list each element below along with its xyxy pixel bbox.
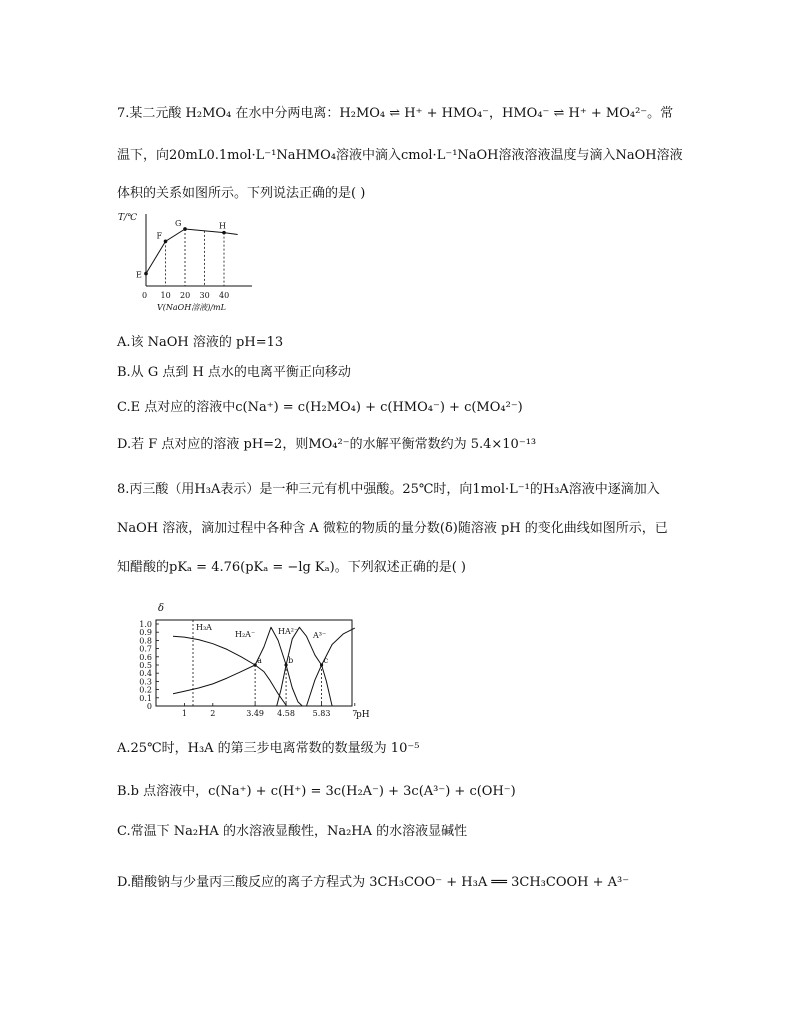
chart2-point-label-a: a bbox=[257, 656, 262, 665]
chart2-ylabel: δ bbox=[158, 603, 165, 614]
chart2-xtick-7: 7 bbox=[352, 709, 358, 718]
chart2-xtick-4.58: 4.58 bbox=[277, 709, 295, 718]
chart1-point-label-H: H bbox=[219, 221, 226, 231]
chart2-xtick-5.83: 5.83 bbox=[312, 709, 331, 718]
chart1-origin-label: 0 bbox=[142, 291, 148, 300]
q7-option-a: A.该 NaOH 溶液的 pH=13 bbox=[117, 335, 284, 350]
chart1-xtick-20: 20 bbox=[180, 291, 191, 300]
chart2-ytick-0: 0 bbox=[146, 702, 152, 711]
chart1-point-H bbox=[222, 231, 226, 235]
q8-stem-line2: NaOH 溶液，滴加过程中各种含 A 微粒的物质的量分数(δ)随溶液 pH 的变化曲线如图所示，已 bbox=[117, 521, 668, 536]
q8-option-d: D.醋酸钠与少量丙三酸反应的离子方程式为 3CH₃COO⁻ + H₃A ══ 3CH₃COOH + A³⁻ bbox=[117, 875, 630, 890]
q7-option-c: C.E 点对应的溶液中c(Na⁺) = c(H₂MO₄) + c(HMO₄⁻) + c(MO₄²⁻) bbox=[117, 400, 523, 415]
chart2-curve-h3a bbox=[173, 636, 287, 706]
chart1-point-E bbox=[144, 272, 148, 276]
chart1-point-label-F: F bbox=[156, 231, 163, 241]
q7-option-b: B.从 G 点到 H 点水的电离平衡正向移动 bbox=[117, 365, 351, 380]
chart2-ytick-1.0: 1.0 bbox=[139, 620, 152, 629]
chart2-ytick-0.8: 0.8 bbox=[139, 636, 152, 646]
chart2-ytick-0.4: 0.4 bbox=[139, 669, 152, 679]
chart2-ytick-0.7: 0.7 bbox=[139, 644, 152, 654]
chart2-xlabel: pH bbox=[356, 710, 370, 720]
chart2-xtick-1: 1 bbox=[181, 709, 187, 718]
chart2-ytick-0.9: 0.9 bbox=[139, 628, 152, 638]
chart2-label-h3a: H₃A bbox=[196, 623, 212, 632]
chart2-ytick-0.3: 0.3 bbox=[139, 677, 152, 687]
q7-stem-line2: 温下，向20mL0.1mol·L⁻¹NaHMO₄溶液中滴入cmol·L⁻¹NaOH溶液溶液温度与滴入NaOH溶液 bbox=[117, 148, 683, 163]
chart1-xtick-10: 10 bbox=[160, 291, 171, 300]
chart1-xtick-40: 40 bbox=[219, 291, 230, 300]
chart1-xtick-30: 30 bbox=[199, 291, 210, 300]
q8-stem-line3: 知醋酸的pKₐ = 4.76(pKₐ = −lg Kₐ)。下列叙述正确的是( ) bbox=[117, 560, 467, 575]
q8-stem-line1: 8.丙三酸（用H₃A表示）是一种三元有机中强酸。25℃时，向1mol·L⁻¹的H₃A溶液中逐滴加入 bbox=[117, 482, 660, 497]
chart2-ytick-0.6: 0.6 bbox=[139, 652, 152, 662]
chart2-label-h2a: H₂A⁻ bbox=[235, 630, 256, 639]
chart2-ytick-0.2: 0.2 bbox=[139, 685, 152, 695]
temperature-volume-chart bbox=[112, 208, 272, 316]
fraction-ph-chart bbox=[122, 600, 382, 722]
q7-stem-line1: 7.某二元酸 H₂MO₄ 在水中分两电离：H₂MO₄ ⇌ H⁺ + HMO₄⁻，HMO₄⁻ ⇌ H⁺ + MO₄²⁻。常 bbox=[117, 106, 674, 121]
chart2-ytick-0.5: 0.5 bbox=[139, 661, 152, 670]
chart2-point-label-c: c bbox=[323, 656, 329, 665]
q7-option-d: D.若 F 点对应的溶液 pH=2，则MO₄²⁻的水解平衡常数约为 5.4×10⁻¹³ bbox=[117, 437, 537, 452]
chart1-point-G bbox=[183, 227, 187, 231]
q8-option-c: C.常温下 Na₂HA 的水溶液显酸性，Na₂HA 的水溶液显碱性 bbox=[117, 824, 468, 839]
chart2-xtick-2: 2 bbox=[210, 709, 216, 718]
chart2-ytick-0.1: 0.1 bbox=[139, 693, 152, 703]
q7-stem-line3: 体积的关系如图所示。下列说法正确的是( ) bbox=[117, 186, 366, 201]
chart2-label-a3: A³⁻ bbox=[313, 631, 327, 640]
chart1-point-label-E: E bbox=[136, 270, 142, 280]
chart1-xlabel: V(NaOH溶液)/mL bbox=[157, 303, 226, 312]
chart2-label-ha: HA²⁻ bbox=[278, 627, 299, 636]
q8-option-a: A.25℃时，H₃A 的第三步电离常数的数量级为 10⁻⁵ bbox=[117, 741, 420, 756]
chart1-point-F bbox=[164, 240, 168, 244]
q8-option-b: B.b 点溶液中，c(Na⁺) + c(H⁺) = 3c(H₂A⁻) + 3c(A³⁻) + c(OH⁻) bbox=[117, 784, 516, 799]
chart1-point-label-G: G bbox=[175, 218, 182, 228]
chart2-xtick-3.49: 3.49 bbox=[246, 709, 265, 718]
chart2-point-label-b: b bbox=[288, 656, 294, 665]
chart2-curve-h2a bbox=[173, 627, 302, 706]
chart1-ylabel: T/℃ bbox=[118, 213, 138, 223]
